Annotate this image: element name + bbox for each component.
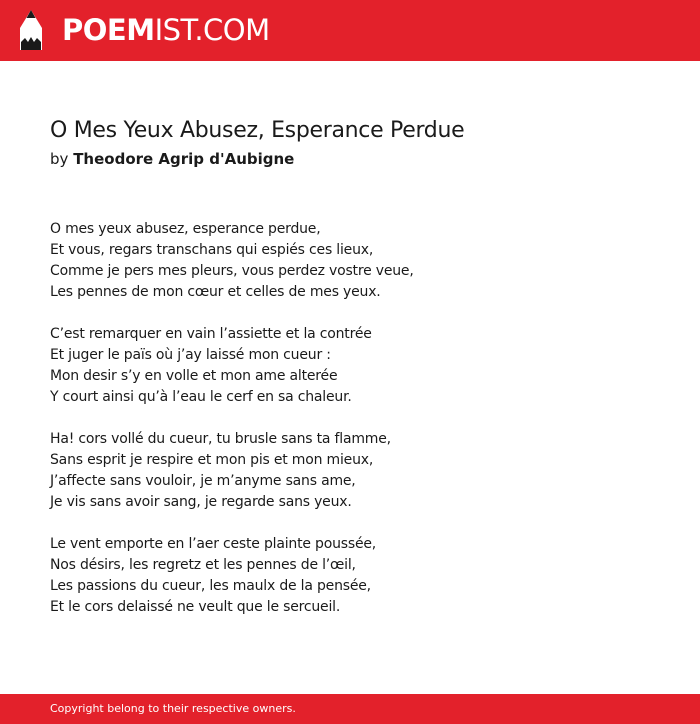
pencil-logo-icon[interactable] bbox=[18, 10, 44, 52]
poem-line: Les passions du cueur, les maulx de la pensée, bbox=[50, 578, 371, 594]
poem-line: Comme je pers mes pleurs, vous perdez vostre veue, bbox=[50, 263, 414, 279]
poem-line: Et juger le païs où j’ay laissé mon cueur : bbox=[50, 347, 331, 363]
site-header bbox=[0, 0, 700, 61]
stanza bbox=[50, 219, 670, 303]
poem-body bbox=[50, 219, 670, 639]
by-prefix: by bbox=[50, 150, 69, 168]
brand-light: IST.COM bbox=[154, 13, 270, 47]
stanza bbox=[50, 534, 670, 618]
poem-line: Le vent emporte en l’aer ceste plainte poussée, bbox=[50, 536, 377, 552]
stanza bbox=[50, 324, 670, 408]
poem-line: Mon desir s’y en volle et mon ame alterée bbox=[50, 368, 338, 384]
poem-title: O Mes Yeux Abusez, Esperance Perdue bbox=[50, 118, 465, 143]
poem-line: Y court ainsi qu’à l’eau le cerf en sa chaleur. bbox=[50, 389, 352, 405]
site-logo[interactable] bbox=[62, 13, 270, 47]
poem-line: J’affecte sans vouloir, je m’anyme sans ame, bbox=[50, 473, 356, 489]
poem-line: Nos désirs, les regretz et les pennes de l’œil, bbox=[50, 557, 356, 573]
poem-line: Je vis sans avoir sang, je regarde sans yeux. bbox=[50, 494, 352, 510]
brand-bold: POEM bbox=[62, 13, 155, 47]
byline bbox=[50, 147, 670, 171]
stanza bbox=[50, 429, 670, 513]
poem-line: Les pennes de mon cœur et celles de mes yeux. bbox=[50, 284, 381, 300]
site-footer bbox=[0, 694, 700, 724]
poem-line: Et le cors delaissé ne veult que le sercueil. bbox=[50, 599, 341, 615]
author-name[interactable]: Theodore Agrip d'Aubigne bbox=[73, 150, 295, 168]
poem-line: C’est remarquer en vain l’assiette et la contrée bbox=[50, 326, 372, 342]
poem-line: O mes yeux abusez, esperance perdue, bbox=[50, 221, 321, 237]
poem-header bbox=[50, 115, 670, 171]
poem-line: Ha! cors vollé du cueur, tu brusle sans ta flamme, bbox=[50, 431, 391, 447]
poem-line: Sans esprit je respire et mon pis et mon mieux, bbox=[50, 452, 374, 468]
copyright-text: Copyright belong to their respective owners. bbox=[50, 702, 296, 715]
poem-line: Et vous, regars transchans qui espiés ces lieux, bbox=[50, 242, 374, 258]
